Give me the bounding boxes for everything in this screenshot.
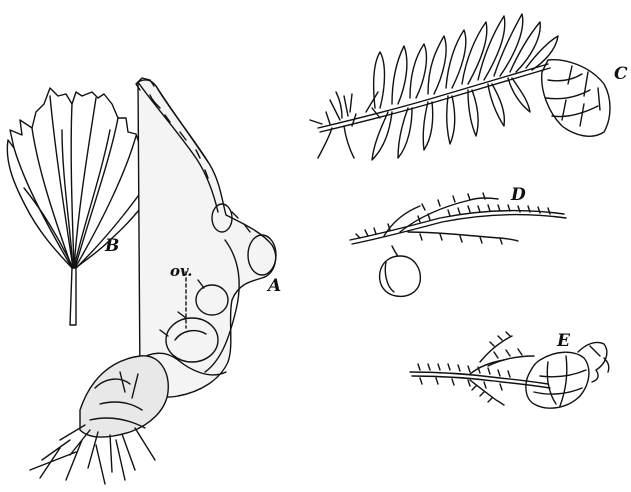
branch-with-cone-e-drawing: [410, 332, 609, 408]
label-b: B: [105, 236, 120, 256]
label-c: C: [614, 64, 628, 84]
label-a: A: [268, 276, 282, 296]
stem-with-ovules-drawing: [30, 78, 276, 484]
label-ovule: ov.: [170, 262, 193, 280]
branch-with-cone-drawing: [310, 14, 610, 160]
label-e: E: [557, 331, 570, 351]
branch-with-seed-drawing: [350, 193, 566, 296]
label-d: D: [511, 185, 526, 205]
